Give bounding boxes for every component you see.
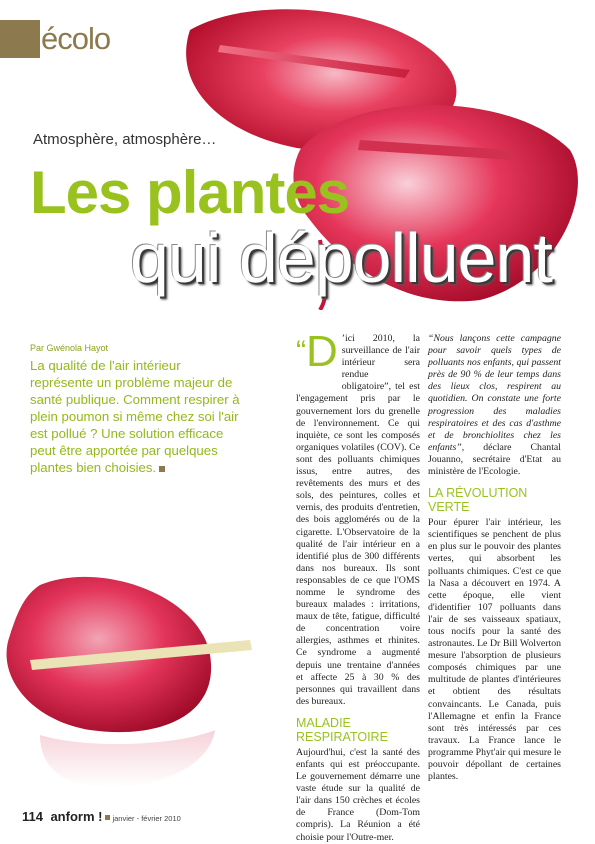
issue-date: janvier - février 2010 [112, 814, 181, 823]
byline: Par Gwénola Hayot [30, 343, 109, 353]
section-label: écolo [41, 21, 111, 56]
article-title-line-1: Les plantes [30, 159, 350, 226]
column-2-paragraph-1 [428, 333, 561, 478]
subheading-maladie-respiratoire: MALADIE RESPIRATOIRE [296, 715, 388, 744]
article-column-2 [428, 333, 561, 783]
magazine-name: anform ! [50, 809, 103, 824]
drop-cap [296, 327, 338, 385]
article-column-1 [296, 327, 420, 844]
drop-cap-letter: D [306, 327, 338, 376]
page-number: 114 [22, 809, 43, 824]
section-tab-block [0, 20, 40, 58]
column-2-paragraph-2: Pour épurer l'air intérieur, les scientifiques se penchent de plus en plus sur le pouvoir des plantes vertes, qui absorbent les polluants chimiques. C'est ce que la Nasa a découvert en 1974. A cette époque, elle vient d'identifier 107 polluants dans l'air de ses vaisseaux spatiaux, tous nocifs pour la santé des astronautes. Le Dr Bill Wolverton mesure l'absorption de plusieurs composés chimiques par une multitude de plantes d'intérieures et obtient des résultats convaincants. Le Canada, puis l'Allemagne et enfin la France sont très intéressés par ces travaux. La France lance le programme Phyt'air qui mesure le pouvoir dépollant de certaines plantes. [428, 517, 561, 783]
chapo [30, 357, 240, 476]
column-1-paragraph-2: Aujourd'hui, c'est la santé des enfants qui est préoccupante. Le gouvernement démarre une vaste étude sur la qualité de l'air dans 150 crèches et écoles de France (Dom-Tom compris). La Réunion a été choisie pour l'Outre-mer. [296, 746, 420, 843]
article-kicker: Atmosphère, atmosphère… [33, 131, 217, 148]
anthurium-flower-bottom-image [0, 565, 260, 795]
column-2-attribution: déclare Chantal Jouanno, secrétaire d'Etat au ministère de l'Ecologie. [428, 441, 561, 478]
subheading-la-revolution-verte: LA RÉVOLUTION VERTE [428, 486, 528, 515]
drop-cap-quote: “ [296, 335, 306, 368]
page-footer [22, 808, 181, 826]
article-title-line-2: qui dépolluent [130, 219, 552, 297]
end-mark-icon [159, 466, 165, 472]
chapo-text: La qualité de l'air intérieur représente un problème majeur de santé publique. Comment respirer à plein poumon si même chez soi l'air est pollué ? Une solution efficace peut être apportée par quelques plantes bien choisies. [30, 358, 240, 475]
column-2-quote: “Nous lançons cette campagne pour savoir quels types de polluants nos enfants, qui passent près de 90 % de leur temps dans des lieux clos, respirent au quotidien. On constate une forte progression des maladies respiratoires et des cas d'asthme et de bronchiolites chez les enfants”, [428, 333, 561, 453]
column-1-paragraph-1: ’ici 2010, la surveillance de l'air intérieur sera rendue obligatoire”, tel est l'engagement pris par le gouvernement lors du grenelle de l'environnement. Ce qui inquiète, ce sont les composés organiques volatiles (COV). Ce sont des polluants chimiques issus, entre autres, des revêtements des murs et des sols, des peintures, colles et vernis, des produits d'entretien, des bois agglomérés ou de la cigarette. L'Observatoire de la qualité de l'air intérieur en a identifié plus de 300 différents dans nos bureaux. Ils sont responsables de ce que l'OMS nomme le syndrome des bureaux malades : irritations, maux de tête, fatigue, difficulté de concentration voire allergies, asthmes et rhinites. Ce syndrome a augmenté depuis une trentaine d'années et affecte 25 à 30 % des personnes qui travaillent dans des bureaux. [296, 333, 420, 707]
footer-square-icon [105, 815, 110, 820]
